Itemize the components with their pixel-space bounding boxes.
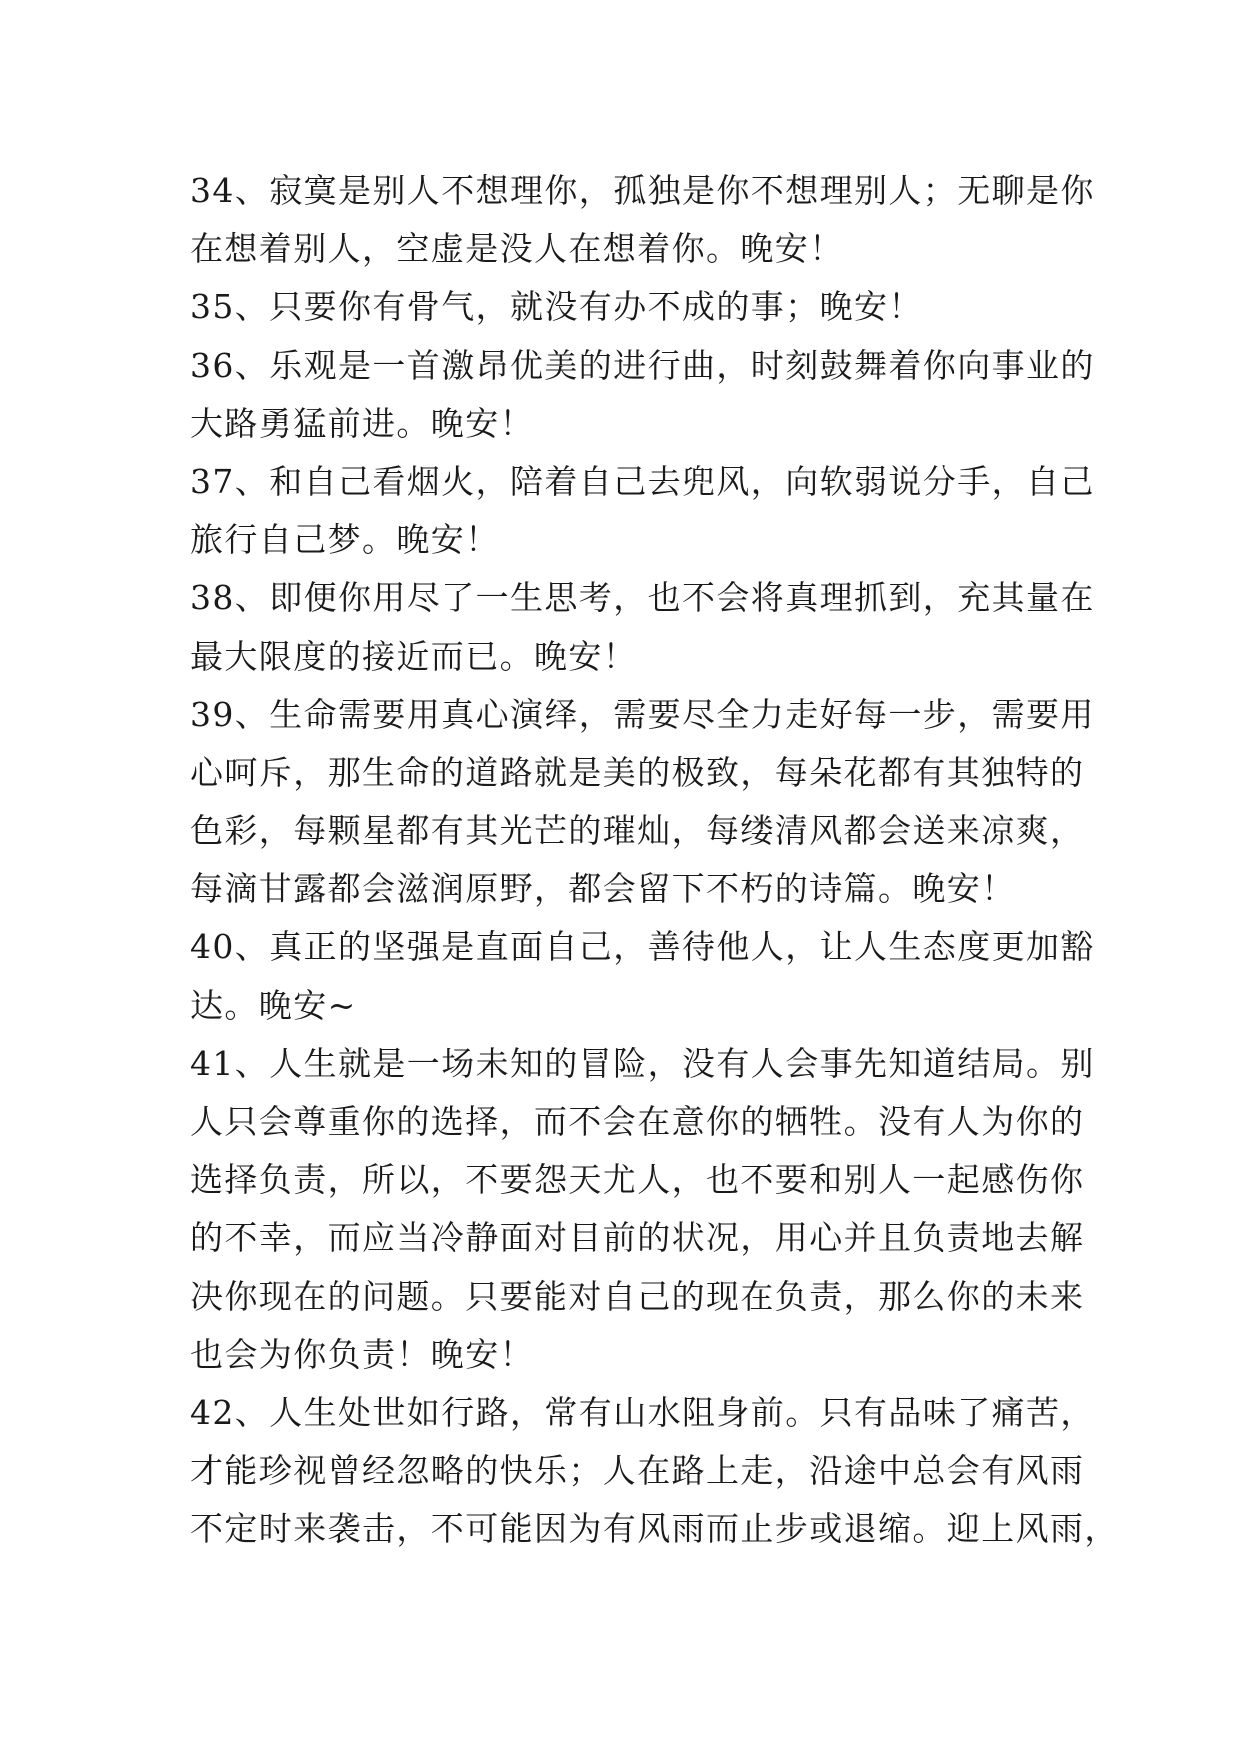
- text-line: 35、只要你有骨气，就没有办不成的事；晚安！: [190, 287, 923, 327]
- text-line: 的不幸，而应当冷静面对目前的状况，用心并且负责地去解: [190, 1218, 1085, 1258]
- text-line: 37、和自己看烟火，陪着自己去兜风，向软弱说分手，自己: [190, 461, 1095, 501]
- text-line: 39、生命需要用真心演绎，需要尽全力走好每一步，需要用: [190, 694, 1095, 734]
- text-line: 42、人生处世如行路，常有山水阻身前。只有品味了痛苦，: [190, 1392, 1095, 1432]
- text-line: 决你现在的问题。只要能对自己的现在负责，那么你的未来: [190, 1276, 1085, 1316]
- text-line: 色彩，每颗星都有其光芒的璀灿，每缕清风都会送来凉爽，: [190, 811, 1085, 851]
- text-line: 36、乐观是一首激昂优美的进行曲，时刻鼓舞着你向事业的: [190, 345, 1095, 385]
- text-line: 选择负责，所以，不要怨天尤人，也不要和别人一起感伤你: [190, 1160, 1085, 1200]
- text-line: 在想着别人，空虚是没人在想着你。晚安！: [190, 229, 844, 269]
- text-line: 心呵斥，那生命的道路就是美的极致，每朵花都有其独特的: [190, 752, 1085, 792]
- text-line: 40、真正的坚强是直面自己，善待他人，让人生态度更加豁: [190, 927, 1095, 967]
- text-line: 每滴甘露都会滋润原野，都会留下不朽的诗篇。晚安！: [190, 869, 1016, 909]
- text-line: 最大限度的接近而已。晚安！: [190, 636, 638, 676]
- text-line: 也会为你负责！晚安！: [190, 1334, 534, 1374]
- text-line: 不定时来袭击，不可能因为有风雨而止步或退缩。迎上风雨，: [190, 1509, 1119, 1549]
- text-line: 38、即便你用尽了一生思考，也不会将真理抓到，充其量在: [190, 578, 1095, 618]
- text-line: 大路勇猛前进。晚安！: [190, 403, 534, 443]
- text-line: 34、寂寞是别人不想理你，孤独是你不想理别人；无聊是你: [190, 171, 1095, 210]
- text-line: 旅行自己梦。晚安！: [190, 520, 500, 560]
- text-line: 才能珍视曾经忽略的快乐；人在路上走，沿途中总会有风雨: [190, 1451, 1085, 1491]
- text-line: 41、人生就是一场未知的冒险，没有人会事先知道结局。别: [190, 1043, 1095, 1083]
- document-body: [190, 162, 1119, 1559]
- text-line: 达。晚安~: [190, 985, 357, 1025]
- text-line: 人只会尊重你的选择，而不会在意你的牺牲。没有人为你的: [190, 1102, 1085, 1141]
